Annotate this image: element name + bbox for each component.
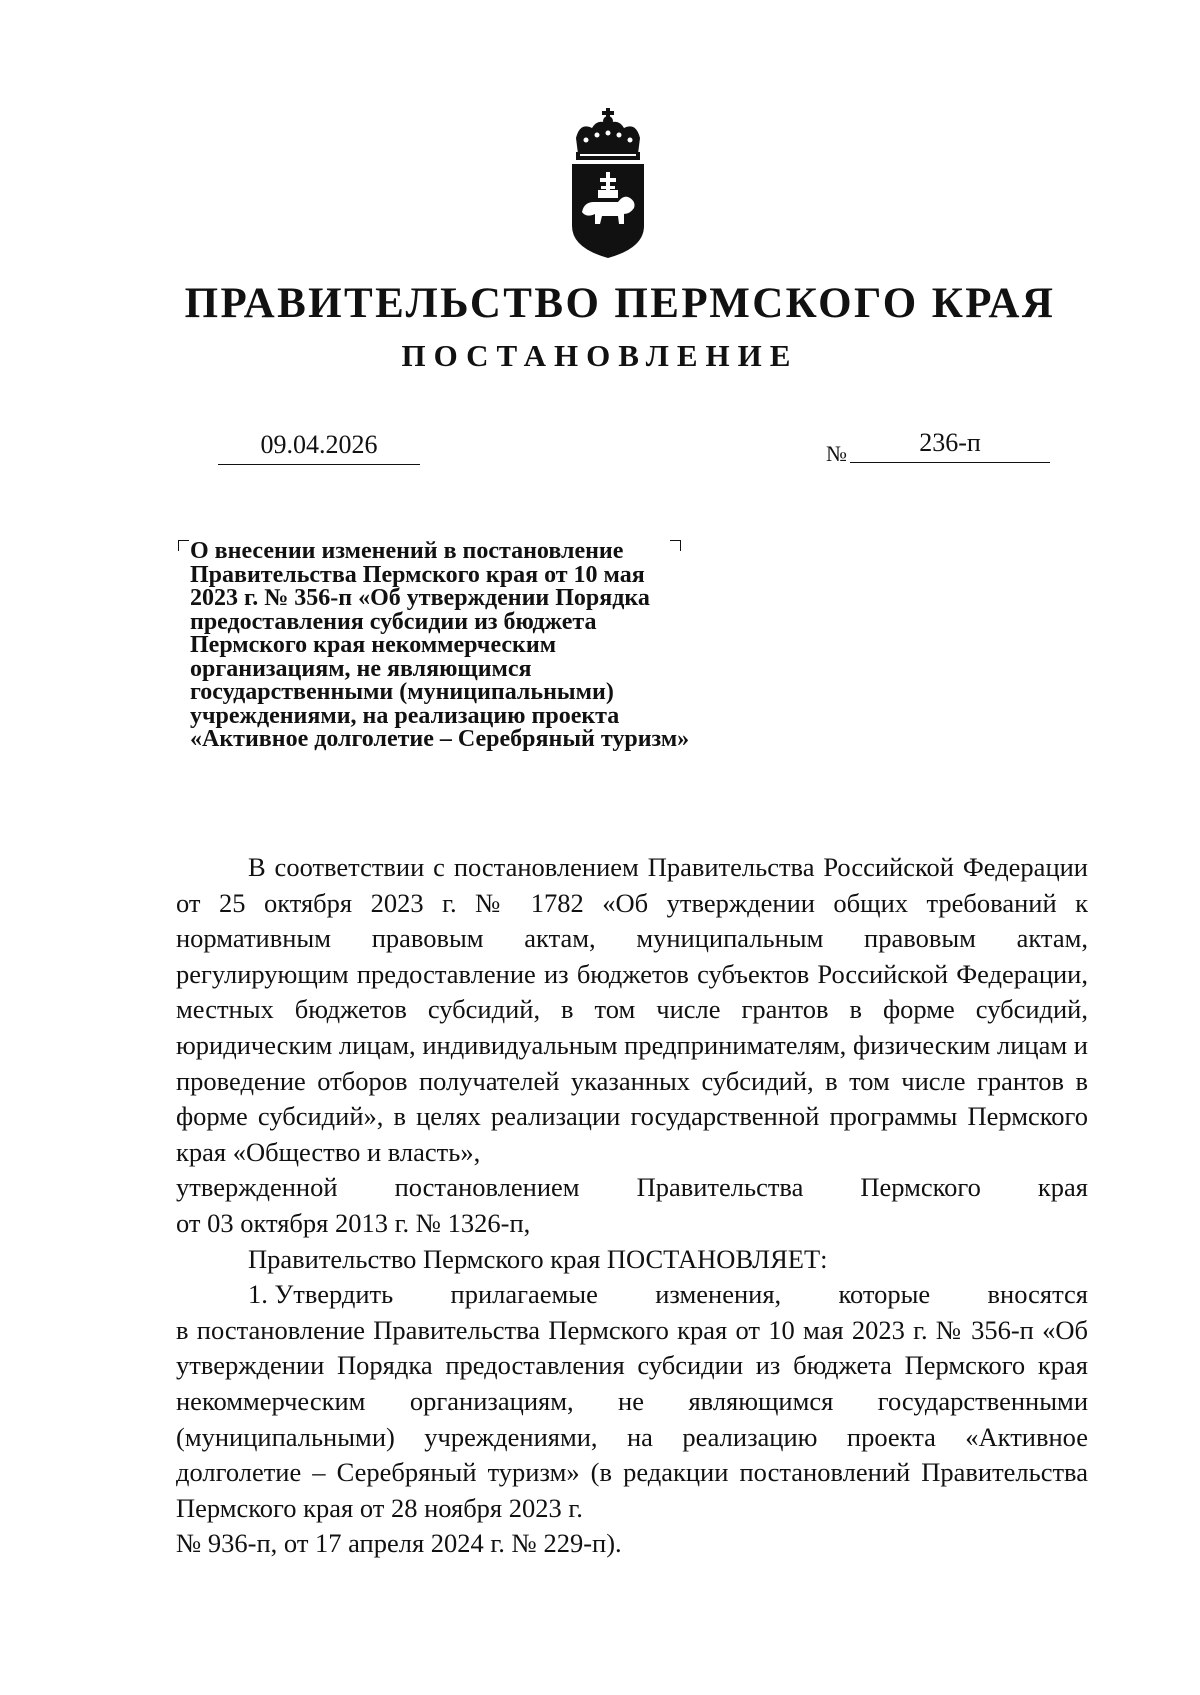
- preamble-paragraph: В соответствии с постановлением Правительства Российской Федерации от 25 октября 2023 г. № 1782 «Об утверждении общих требований к нормативным правовым актам, муниципальным правовым актам, регулирующим предоставление из бюджетов субъектов Российской Федерации, местных бюджетов субсидий, в том числе грантов в форме субсидий, юридическим лицам, индивидуальным предпринимателям, физическим лицам и проведение отборов получателей указанных субсидий, в том числе грантов в форме субсидий», в целях реализации государственной программы Пермского края «Общество и власть»,: [176, 852, 1088, 1167]
- preamble-justified-line: [176, 1170, 1088, 1206]
- word: вносятся: [987, 1279, 1088, 1310]
- subject-line: О внесении изменений в постановление: [190, 538, 624, 564]
- word: которые: [838, 1279, 931, 1310]
- preamble-last-line: от 03 октября 2013 г. № 1326-п,: [176, 1207, 531, 1238]
- subject-line: государственными (муниципальными): [190, 679, 614, 705]
- subject-line: предоставления субсидии из бюджета: [190, 608, 597, 635]
- document-body: [176, 850, 1088, 1562]
- word: изменения,: [655, 1279, 782, 1310]
- subject-line: 2023 г. № 356-п «Об утверждении Порядка: [190, 585, 650, 611]
- document-subject: [190, 540, 790, 752]
- item-1-first-line: [176, 1277, 1088, 1313]
- item-1-last-line: № 936-п, от 17 апреля 2024 г. № 229-п).: [176, 1528, 622, 1559]
- word: края: [1037, 1172, 1088, 1203]
- item-1-paragraph: в постановление Правительства Пермского края от 10 мая 2023 г. № 356-п «Об утверждении Порядка предоставления субсидии из бюджета Пермского края некоммерческим организациям, не являющимся государственными (муниципальными) учреждениями, на реализацию проекта «Активное долголетие – Серебряный туризм» (в редакции постановлений Правительства Пермского края от 28 ноября 2023 г.: [176, 1314, 1088, 1523]
- word: утвержденной: [176, 1172, 338, 1203]
- document-type: ПОСТАНОВЛЕНИЕ: [401, 338, 799, 373]
- word: прилагаемые: [450, 1279, 598, 1310]
- government-title: ПРАВИТЕЛЬСТВО ПЕРМСКОГО КРАЯ: [184, 280, 1056, 327]
- subject-line: Пермского края некоммерческим: [190, 632, 557, 658]
- subject-line: «Активное долголетие – Серебряный туризм»: [190, 726, 690, 752]
- word: 1. Утвердить: [248, 1279, 394, 1310]
- subject-line: учреждениями, на реализацию проекта: [190, 702, 620, 729]
- number-label: №: [826, 441, 847, 466]
- word: Правительства: [636, 1172, 804, 1203]
- document-date: 09.04.2026: [218, 428, 420, 465]
- perm-krai-coat-of-arms-icon: [568, 108, 648, 260]
- document-number: 236-п: [850, 426, 1050, 463]
- resolution-clause: Правительство Пермского края ПОСТАНОВЛЯЕТ:: [248, 1243, 828, 1274]
- word: Пермского: [860, 1172, 981, 1203]
- subject-corner-mark-left: [178, 540, 189, 551]
- subject-line: Правительства Пермского края от 10 мая: [190, 561, 645, 588]
- word: постановлением: [394, 1172, 580, 1203]
- subject-line: организациям, не являющимся: [190, 655, 532, 682]
